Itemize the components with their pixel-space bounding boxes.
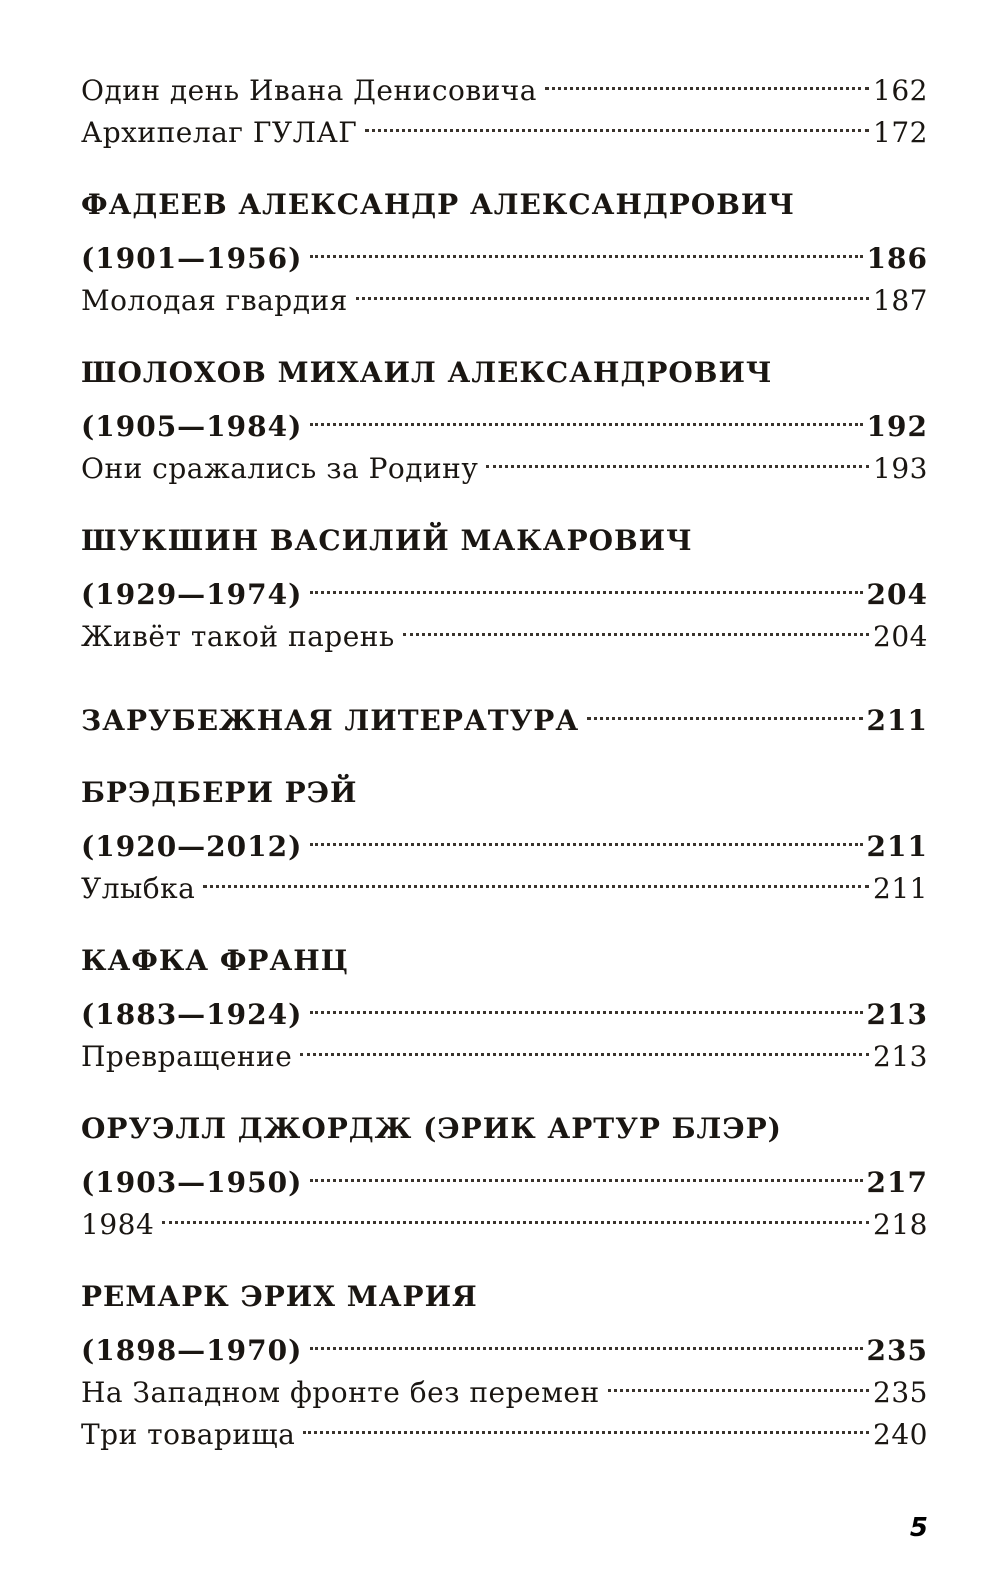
- toc-section-entry[interactable]: [81, 1150, 928, 1199]
- toc-section-entry[interactable]: [81, 982, 928, 1031]
- entry-title: (1903—1950): [81, 1166, 303, 1199]
- dot-leader: [310, 982, 862, 1024]
- toc-section-entry[interactable]: [81, 814, 928, 863]
- toc-work-entry[interactable]: [81, 856, 928, 905]
- dot-leader: [300, 1024, 869, 1066]
- entry-page-number: 211: [866, 704, 928, 737]
- entry-title: (1883—1924): [81, 998, 303, 1031]
- section-gap: [81, 1234, 928, 1276]
- author-heading: ФАДЕЕВ АЛЕКСАНДР АЛЕКСАНДРОВИЧ: [81, 188, 795, 221]
- author-heading: КАФКА ФРАНЦ: [81, 944, 349, 977]
- dot-leader: [310, 1318, 862, 1360]
- author-heading: ОРУЭЛЛ ДЖОРДЖ (ЭРИК АРТУР БЛЭР): [81, 1112, 782, 1145]
- dot-leader: [608, 1360, 869, 1402]
- entry-title: Улыбка: [81, 872, 196, 905]
- entry-title: (1929—1974): [81, 578, 303, 611]
- table-of-contents: [81, 58, 928, 1451]
- entry-title: (1901—1956): [81, 242, 303, 275]
- toc-section-entry[interactable]: [81, 1318, 928, 1367]
- dot-leader: [310, 814, 862, 856]
- dot-leader: [162, 1192, 869, 1234]
- entry-page-number: 193: [873, 452, 928, 485]
- entry-title: (1905—1984): [81, 410, 303, 443]
- entry-page-number: 186: [866, 242, 928, 275]
- toc-section-entry[interactable]: [81, 394, 928, 443]
- author-heading: ШОЛОХОВ МИХАИЛ АЛЕКСАНДРОВИЧ: [81, 356, 773, 389]
- dot-leader: [486, 436, 869, 478]
- dot-leader: [403, 604, 869, 646]
- entry-page-number: 211: [866, 830, 928, 863]
- dot-leader: [303, 1402, 869, 1444]
- entry-title: Превращение: [81, 1040, 293, 1073]
- section-gap: [81, 898, 928, 940]
- entry-title: ЗАРУБЕЖНАЯ ЛИТЕРАТУРА: [81, 704, 580, 737]
- entry-title: 1984: [81, 1208, 155, 1241]
- dot-leader: [310, 226, 862, 268]
- entry-page-number: 213: [873, 1040, 928, 1073]
- entry-page-number: 217: [866, 1166, 928, 1199]
- entry-page-number: 213: [866, 998, 928, 1031]
- entry-page-number: 172: [873, 116, 928, 149]
- page-number: 5: [909, 1513, 928, 1543]
- dot-leader: [356, 268, 869, 310]
- entry-page-number: 204: [866, 578, 928, 611]
- toc-section-entry[interactable]: [81, 688, 928, 737]
- entry-page-number: 235: [866, 1334, 928, 1367]
- dot-leader: [587, 688, 862, 730]
- author-heading: БРЭДБЕРИ РЭЙ: [81, 776, 358, 809]
- author-heading: РЕМАРК ЭРИХ МАРИЯ: [81, 1280, 478, 1313]
- dot-leader: [203, 856, 869, 898]
- entry-page-number: 192: [866, 410, 928, 443]
- entry-title: Живёт такой парень: [81, 620, 395, 653]
- entry-title: (1920—2012): [81, 830, 303, 863]
- toc-work-entry[interactable]: [81, 58, 928, 107]
- entry-title: Три товарища: [81, 1418, 296, 1451]
- dot-leader: [545, 58, 869, 100]
- entry-page-number: 218: [873, 1208, 928, 1241]
- entry-title: Они сражались за Родину: [81, 452, 479, 485]
- dot-leader: [310, 394, 862, 436]
- entry-page-number: 211: [873, 872, 928, 905]
- entry-title: Молодая гвардия: [81, 284, 348, 317]
- entry-title: Архипелаг ГУЛАГ: [81, 116, 358, 149]
- author-heading: ШУКШИН ВАСИЛИЙ МАКАРОВИЧ: [81, 524, 693, 557]
- entry-page-number: 204: [873, 620, 928, 653]
- toc-section-entry[interactable]: [81, 226, 928, 275]
- dot-leader: [365, 100, 869, 142]
- dot-leader: [310, 1150, 862, 1192]
- entry-page-number: 235: [873, 1376, 928, 1409]
- entry-page-number: 162: [873, 74, 928, 107]
- entry-page-number: 187: [873, 284, 928, 317]
- entry-title: (1898—1970): [81, 1334, 303, 1367]
- toc-section-entry[interactable]: [81, 562, 928, 611]
- dot-leader: [310, 562, 862, 604]
- entry-title: На Западном фронте без перемен: [81, 1376, 600, 1409]
- entry-title: Один день Ивана Денисовича: [81, 74, 537, 107]
- toc-work-entry[interactable]: [81, 1192, 928, 1241]
- entry-page-number: 240: [873, 1418, 928, 1451]
